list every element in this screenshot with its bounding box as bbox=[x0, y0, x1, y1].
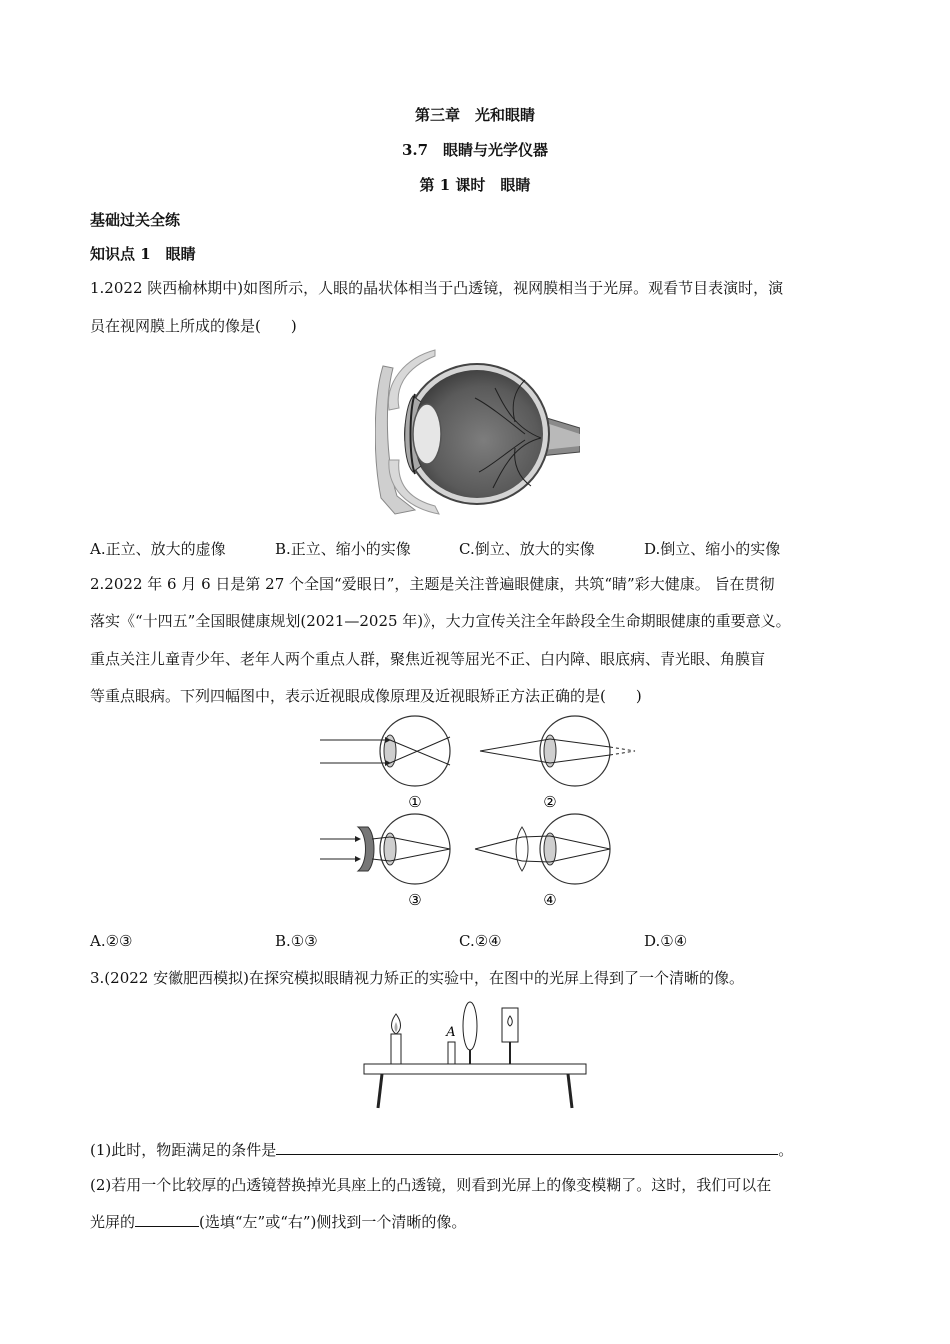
q2-option-d[interactable]: D.①④ bbox=[644, 932, 688, 950]
q2-eye-diagrams bbox=[310, 715, 640, 915]
q1-line1: 1.2022 陕西榆林期中)如图所示，人眼的晶状体相当于凸透镜，视网膜相当于光屏。观看节目表演时，演 bbox=[90, 279, 784, 297]
section-title: 3.7 眼睛与光学仪器 bbox=[401, 141, 549, 159]
q2-line4: 等重点眼病。下列四幅图中，表示近视眼成像原理及近视眼矫正方法正确的是( ) bbox=[90, 687, 642, 705]
q3-sub2-prefix: 光屏的 bbox=[90, 1213, 136, 1231]
diagram-label-4: ④ bbox=[543, 891, 557, 909]
q3-sub2-line1: (2)若用一个比较厚的凸透镜替换掉光具座上的凸透镜，则看到光屏上的像变模糊了。这时，我们可以在 bbox=[90, 1176, 772, 1194]
q1-option-d[interactable]: D.倒立、缩小的实像 bbox=[644, 540, 781, 558]
object-a-label: A bbox=[446, 1025, 456, 1040]
q2-option-c[interactable]: C.②④ bbox=[459, 932, 502, 950]
q3-sub1-prefix: (1)此时，物距满足的条件是 bbox=[90, 1141, 277, 1159]
eye-diagram-1 bbox=[320, 716, 450, 786]
q3-sub2-line2 bbox=[90, 1212, 466, 1232]
q1-option-b[interactable]: B.正立、缩小的实像 bbox=[275, 540, 411, 558]
q2-option-a[interactable]: A.②③ bbox=[90, 932, 133, 950]
lesson-title: 第 1 课时 眼睛 bbox=[419, 176, 531, 194]
diagram-label-2: ② bbox=[543, 793, 557, 811]
eye-diagram-2 bbox=[480, 716, 635, 786]
q3-sub1-suffix: 。 bbox=[778, 1141, 794, 1159]
diagram-label-3: ③ bbox=[408, 891, 422, 909]
q3-sub2-suffix: (选填“左”或“右”)侧找到一个清晰的像。 bbox=[199, 1213, 467, 1231]
q1-line2: 员在视网膜上所成的像是( ) bbox=[90, 317, 297, 335]
eye-anatomy-figure bbox=[375, 348, 580, 516]
q1-option-c[interactable]: C.倒立、放大的实像 bbox=[459, 540, 595, 558]
eye-diagram-3 bbox=[320, 814, 450, 884]
q1-option-a[interactable]: A.正立、放大的虚像 bbox=[90, 540, 226, 558]
part-title: 基础过关全练 bbox=[90, 211, 181, 229]
chapter-title: 第三章 光和眼睛 bbox=[414, 106, 535, 124]
eye-diagram-4 bbox=[475, 814, 610, 884]
diagram-label-1: ① bbox=[408, 793, 422, 811]
q2-option-b[interactable]: B.①③ bbox=[275, 932, 318, 950]
q2-line3: 重点关注儿童青少年、老年人两个重点人群，聚焦近视等屈光不正、白内障、眼底病、青光眼、角膜盲 bbox=[90, 650, 766, 668]
optical-bench-figure bbox=[360, 1000, 590, 1112]
q2-line1: 2.2022 年 6 月 6 日是第 27 个全国“爱眼日”，主题是关注普遍眼健康，共筑“睛”彩大健康。 旨在贯彻 bbox=[90, 575, 775, 593]
q3-line1: 3.(2022 安徽肥西模拟)在探究模拟眼睛视力矫正的实验中，在图中的光屏上得到了一个清晰的像。 bbox=[90, 969, 744, 987]
q3-sub1 bbox=[90, 1140, 793, 1160]
q3-sub1-blank[interactable] bbox=[276, 1140, 778, 1155]
q2-line2: 落实《“十四五”全国眼健康规划(2021—2025 年)》，大力宣传关注全年龄段全生命期眼健康的重要意义。 bbox=[90, 612, 791, 630]
q3-sub2-blank[interactable] bbox=[135, 1212, 199, 1227]
knowledge-point-title: 知识点 1 眼睛 bbox=[90, 245, 196, 263]
